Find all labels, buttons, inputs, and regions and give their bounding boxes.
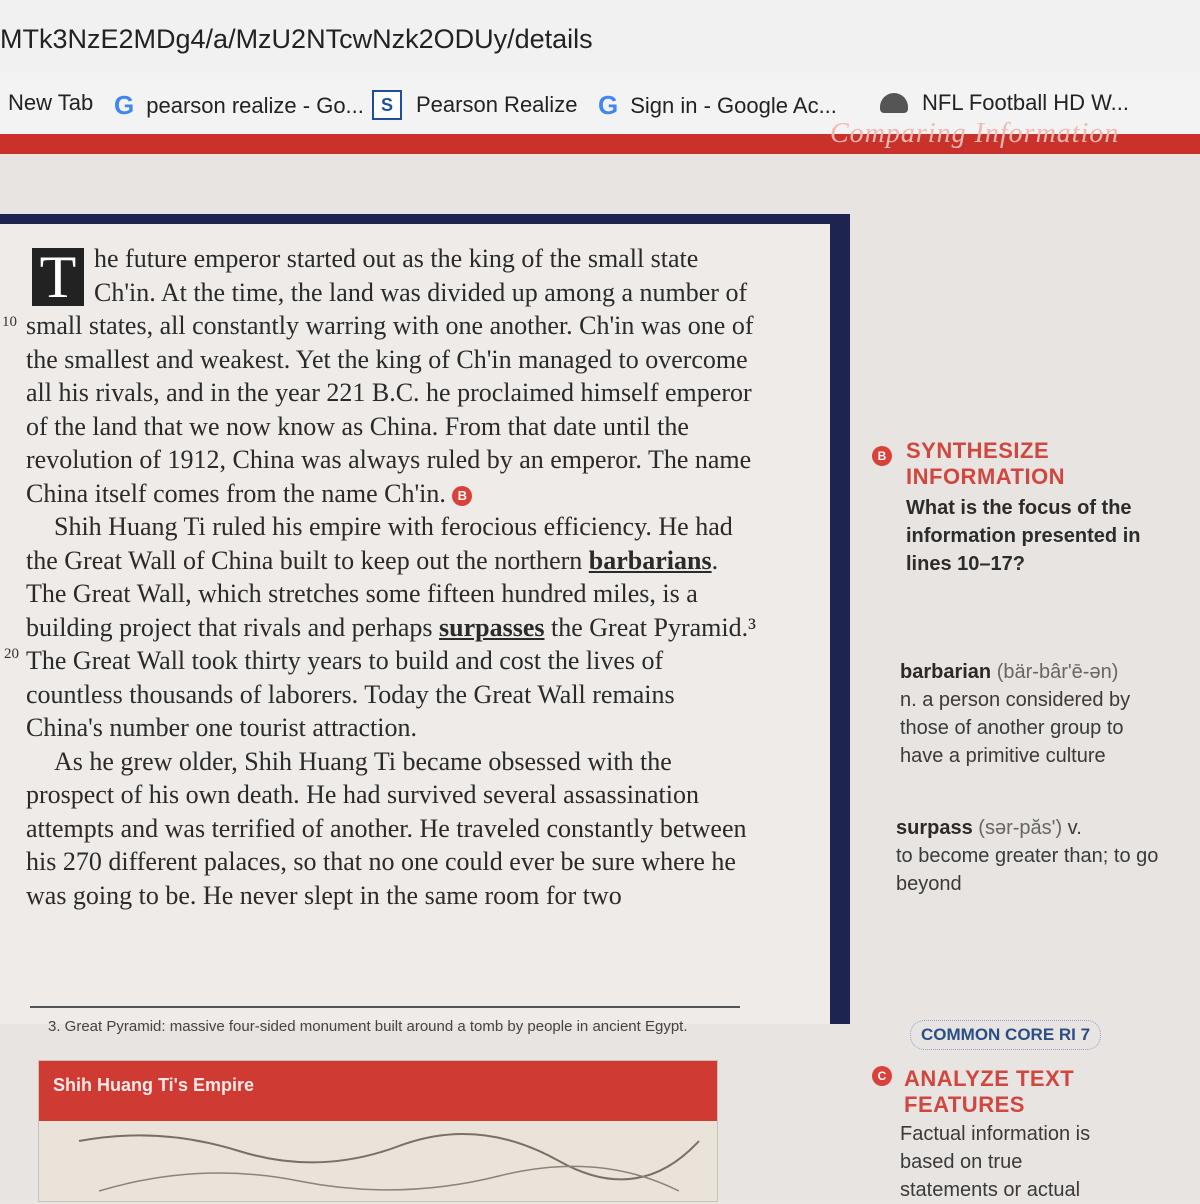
line-number: 20 — [4, 646, 19, 662]
glossary-word: surpass — [896, 817, 973, 839]
pearson-icon: S — [372, 90, 402, 120]
glossary-pos: v. — [1067, 817, 1082, 839]
annotation-marker-b[interactable]: B — [872, 446, 892, 466]
chapter-header-band — [0, 118, 1200, 154]
glossary-barbarian — [900, 658, 1160, 770]
bookmark-label: Sign in - Google Ac... — [630, 92, 837, 118]
vocab-word-barbarians[interactable]: barbarians — [588, 545, 712, 575]
glossary-pronunciation: (bär-bâr'ē-ən) — [996, 661, 1119, 683]
bookmark-google-sign-in[interactable] — [598, 90, 837, 121]
reading-passage — [26, 242, 756, 912]
bookmark-new-tab[interactable] — [8, 90, 93, 116]
textbook-page — [0, 154, 1200, 1200]
drop-cap: T — [32, 248, 84, 306]
annotation-marker-c[interactable]: C — [872, 1066, 892, 1086]
paragraph-2-text-b: . The Great Wall, which stretches some fifteen hundred miles, is a building project that rivals and perhaps — [26, 545, 719, 642]
address-bar[interactable] — [0, 0, 1200, 73]
bookmark-pearson-realize-google[interactable] — [114, 90, 364, 121]
glossary-word: barbarian — [900, 661, 992, 683]
header-partial-title: Comparing Information — [830, 118, 1120, 149]
bookmark-nfl-football[interactable] — [880, 90, 1129, 116]
paragraph-3: As he grew older, Shih Huang Ti became obsessed with the prospect of his own death. He had survived several assassination attempts and was terrified of another. He traveled constantly between his 270 different palaces, so that no one could ever be sure where he was going to be. He never slept in the same room for two — [26, 746, 747, 910]
analyze-heading-line2: FEATURES — [904, 1092, 1025, 1117]
footnote-divider — [30, 1006, 740, 1008]
paragraph-2-text-a: Shih Huang Ti ruled his empire with ferocious efficiency. He had the Great Wall of China built to keep out the northern — [26, 512, 733, 575]
synthesize-heading-line2: INFORMATION — [906, 464, 1066, 489]
bookmark-label: New Tab — [8, 90, 94, 115]
map-outline — [39, 1121, 717, 1201]
paragraph-1-text: he future emperor started out as the king of the small state Ch'in. At the time, the land was divided up among a number of small states, all constantly warring with one another. Ch'in was one of the smallest and weakest. Yet the king of Ch'in managed to overcome all his rivals, and in the year 221 B.C. he proclaimed himself emperor of the land that we now know as China. From that date until the revolution of 1912, China was always ruled by an emperor. The name China itself comes from the name Ch'in. — [26, 244, 754, 508]
glossary-definition: to become greater than; to go beyond — [896, 845, 1159, 895]
glossary-pronunciation: (sər-păs') — [978, 817, 1063, 839]
analyze-heading — [904, 1066, 1074, 1118]
bookmark-label: NFL Football HD W... — [922, 90, 1130, 115]
glossary-definition: n. a person considered by those of another group to have a primitive culture — [900, 689, 1131, 767]
google-icon: G — [114, 90, 135, 120]
common-core-badge: COMMON CORE RI 7 — [910, 1020, 1101, 1050]
glossary-surpass — [896, 814, 1166, 898]
map-title: Shih Huang Ti's Empire — [53, 1075, 254, 1095]
synthesize-heading — [906, 438, 1065, 490]
paragraph-2-text-c: the Great Pyramid.³ The Great Wall took thirty years to build and cost the lives of countless thousands of laborers. Today the Great Wall remains China's number one tourist attraction. — [26, 612, 756, 742]
analyze-text: Factual information is based on true statements or actual — [900, 1123, 1091, 1201]
analyze-heading-line1: ANALYZE TEXT — [904, 1066, 1075, 1091]
line-number: 10 — [2, 314, 17, 330]
bookmark-label: pearson realize - Go... — [146, 92, 364, 118]
annotation-marker-b[interactable]: B — [452, 486, 472, 506]
map-header — [39, 1061, 717, 1121]
footnote: 3. Great Pyramid: massive four-sided monument built around a tomb by people in ancient Egypt. — [48, 1018, 688, 1035]
google-icon: G — [598, 90, 619, 120]
paragraph-1 — [26, 242, 756, 510]
synthesize-question: What is the focus of the information presented in lines 10–17? — [906, 497, 1141, 575]
vocab-word-surpasses[interactable]: surpasses — [439, 612, 545, 642]
url-text[interactable]: MTk3NzE2MDg4/a/MzU2NTcwNzk2ODUy/details — [0, 24, 593, 54]
bookmark-pearson-realize[interactable] — [372, 90, 577, 120]
synthesize-heading-line1: SYNTHESIZE — [906, 438, 1050, 463]
helmet-icon — [880, 93, 908, 113]
bookmark-label: Pearson Realize — [416, 92, 578, 117]
map-figure — [38, 1060, 718, 1202]
paragraph-2 — [26, 510, 756, 745]
